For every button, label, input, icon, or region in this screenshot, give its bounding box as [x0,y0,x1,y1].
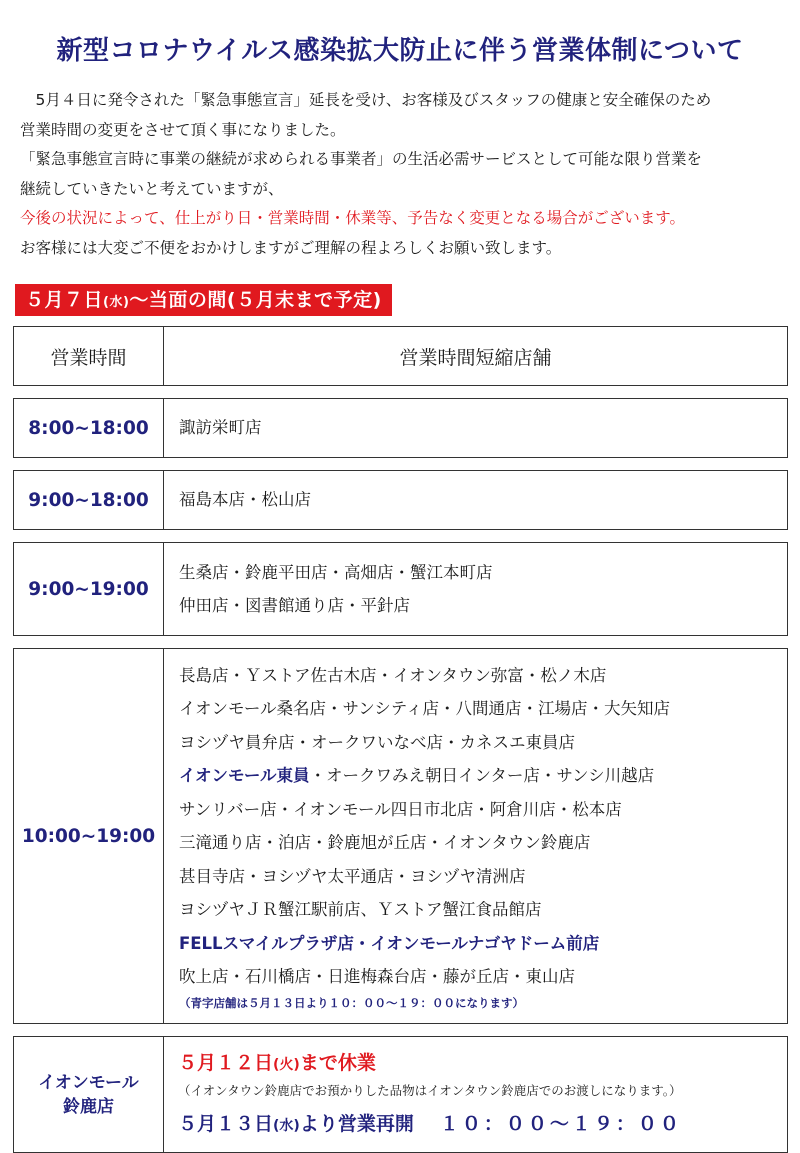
row-gap [14,458,788,471]
reopen-hours: １０：００〜１９：００ [439,1112,682,1135]
closure-store-line: 鈴鹿店 [63,1096,114,1117]
closure-store-name [14,1037,164,1153]
closure-note: （イオンタウン鈴鹿店でお預かりした品物はイオンタウン鈴鹿店でのお渡しになります。） [178,1082,682,1098]
row-stores [164,543,788,636]
highlighted-store-line: FELLスマイルプラザ店・イオンモールナゴヤドーム前店 [179,933,600,953]
intro-line: 「緊急事態宣言時に事業の継続が求められる事業者」の生活必需サービスとして可能な限り営業を [20,150,703,169]
row-hours: 8:00~18:00 [14,399,164,458]
table-row [14,399,788,458]
reopen-date: ５月１３日 [178,1112,274,1135]
row-gap [14,636,788,649]
row-stores [164,399,788,458]
table-header-row [14,327,788,386]
row-hours: 10:00~19:00 [14,649,164,1024]
header-stores: 営業時間短縮店舗 [164,327,788,386]
intro-line: 営業時間の変更をさせて頂く事になりました。 [20,120,346,139]
store-list-line: イオンモール桑名店・サンシティ店・八間通店・江場店・大矢知店 [179,699,670,718]
store-list-line: 生桑店・鈴鹿平田店・高畑店・蟹江本町店 [179,562,493,582]
closure-store-line: イオンモール [38,1072,139,1093]
store-list-line: 福島本店・松山店 [179,490,311,510]
row-gap [14,1024,788,1037]
store-list-line: ヨシヅヤＪＲ蟹江駅前店、Ｙストア蟹江食品館店 [179,900,542,919]
closure-date: ５月１２日 [178,1051,274,1074]
store-list-line [179,759,787,793]
reopen-text: より営業再開 [299,1112,414,1135]
intro-paragraph [20,86,785,264]
period-date: ５月７日 [25,289,104,311]
closure-row [14,1037,788,1153]
header-hours: 営業時間 [14,327,164,386]
closure-dow: (火) [273,1056,300,1073]
row-gap [14,530,788,543]
intro-warning-line: 今後の状況によって、仕上がり日・営業時間・休業等、予告なく変更となる場合がございます。 [20,209,685,228]
period-range: 〜当面の間(５月末まで予定) [129,289,382,311]
reopen-notice [178,1104,787,1144]
page-title: 新型コロナウイルス感染拡大防止に伴う営業体制について [56,36,744,66]
table-row [14,543,788,636]
intro-line: お客様には大変ご不便をおかけしますがご理解の程よろしくお願い致します。 [20,238,562,257]
store-list-line: 三滝通り店・泊店・鈴鹿旭が丘店・イオンタウン鈴鹿店 [179,833,591,852]
business-hours-table [13,326,788,1153]
store-list-line: 吹上店・石川橋店・日進梅森台店・藤が丘店・東山店 [179,967,575,986]
store-list-line: 長島店・Ｙストア佐古木店・イオンタウン弥富・松ノ木店 [179,665,607,685]
period-banner [15,284,392,316]
closure-details [164,1037,788,1153]
period-dow: (水) [103,295,130,310]
blue-store-note: （青字店舗は５月１３日より１０：００〜１９：００になります） [179,995,524,1010]
row-stores [164,649,788,1024]
store-list-line: ヨシヅヤ員弁店・オークワいなべ店・カネスエ東員店 [179,732,575,752]
store-list-line: 諏訪栄町店 [179,418,262,438]
closure-notice [178,1046,787,1080]
store-list-line: 甚目寺店・ヨシヅヤ太平通店・ヨシヅヤ清洲店 [179,866,526,886]
store-list-text: ・オークワみえ朝日インター店・サンシ川越店 [309,766,655,785]
store-list-line: 仲田店・図書館通り店・平針店 [179,596,410,615]
store-list-line: サンリバー店・イオンモール四日市北店・阿倉川店・松本店 [179,799,622,819]
row-hours: 9:00~19:00 [14,543,164,636]
row-gap [14,386,788,399]
table-row [14,649,788,1024]
closure-text: まで休業 [299,1051,376,1074]
intro-line: 継続していきたいと考えていますが、 [20,179,284,198]
table-row [14,471,788,530]
row-stores [164,471,788,530]
highlighted-store: イオンモール東員 [179,766,310,785]
reopen-dow: (水) [273,1117,300,1134]
intro-line: 5月４日に発令された「緊急事態宣言」延長を受け、お客様及びスタッフの健康と安全確保のため [20,91,712,109]
row-hours: 9:00~18:00 [14,471,164,530]
